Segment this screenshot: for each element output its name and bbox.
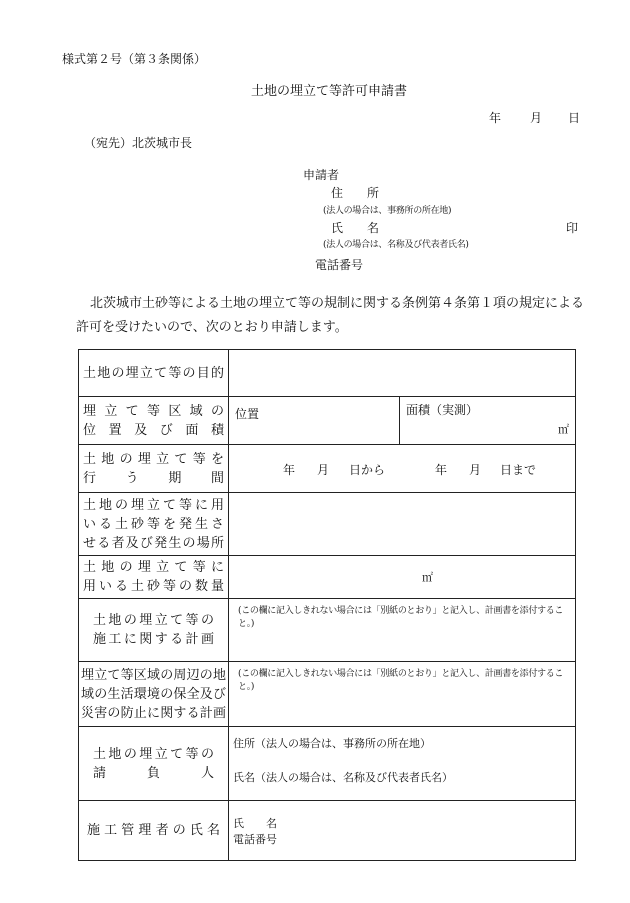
position-label: 位置: [235, 407, 260, 421]
row-source: [79, 493, 576, 556]
start-year: 年: [283, 463, 296, 477]
applicant-name-label: 氏 名: [331, 221, 380, 235]
start-month: 月: [317, 463, 330, 477]
period-field[interactable]: [229, 445, 576, 493]
area-field[interactable]: [400, 397, 575, 444]
quantity-unit: ㎡: [422, 571, 433, 584]
purpose-field[interactable]: [229, 350, 576, 397]
area-unit: ㎡: [558, 423, 569, 436]
end-year: 年: [435, 463, 448, 477]
end-day: 日まで: [500, 463, 537, 477]
applicant-address-label: 住 所: [331, 186, 380, 200]
applicant-phone-label: 電話番号: [315, 258, 364, 272]
manager-field[interactable]: [229, 801, 576, 861]
manager-name-label: 氏 名: [233, 817, 277, 830]
location-area-cell: [229, 397, 576, 445]
label-quantity: 土地の埋立て等に 用いる土砂等の数量: [79, 556, 229, 599]
row-plan: [79, 599, 576, 662]
addressee: （宛先）北茨城市長: [84, 136, 193, 150]
date-month-label: 月: [530, 111, 543, 125]
contractor-field[interactable]: [229, 727, 576, 801]
label-period: 土地の埋立て等を 行う期間: [79, 445, 229, 493]
label-location: 埋立て等区域の 位置及び面積: [79, 397, 229, 445]
request-text-line1: 北茨城市土砂等による土地の埋立て等の規制に関する条例第４条第１項の規定による: [90, 296, 585, 311]
start-day: 日から: [349, 463, 386, 477]
applicant-name-note: (法人の場合は、名称及び代表者氏名): [323, 240, 469, 250]
application-table: [78, 349, 576, 861]
form-number: 様式第２号（第３条関係）: [62, 52, 207, 66]
quantity-field[interactable]: [229, 556, 576, 599]
label-environment: 埋立て等区域の周辺の地 域の生活環境の保全及び 災害の防止に関する計画: [79, 662, 229, 727]
applicant-heading: 申請者: [303, 168, 340, 182]
date-day-label: 日: [568, 111, 581, 125]
end-month: 月: [469, 463, 482, 477]
row-period: [79, 445, 576, 493]
row-quantity: [79, 556, 576, 599]
source-field[interactable]: [229, 493, 576, 556]
seal-mark: 印: [566, 221, 579, 235]
label-purpose: 土地の埋立て等の目的: [79, 350, 229, 397]
contractor-name-label: 氏名（法人の場合は、名称及び代表者氏名）: [233, 771, 453, 784]
label-contractor: 土地の埋立て等の 請負人: [79, 727, 229, 801]
area-label: 面積（実測）: [406, 403, 479, 417]
environment-note: (この欄に記入しきれない場合には「別紙のとおり」と記入し、計画書を添付すること。): [238, 669, 564, 692]
row-purpose: [79, 350, 576, 397]
applicant-address-note: (法人の場合は、事務所の所在地): [323, 206, 452, 216]
row-location: [79, 397, 576, 445]
row-environment: [79, 662, 576, 727]
position-field[interactable]: [229, 397, 400, 444]
row-contractor: [79, 727, 576, 801]
row-manager: [79, 801, 576, 861]
label-manager: 施工管理者の氏名: [79, 801, 229, 861]
environment-field[interactable]: [229, 662, 576, 727]
plan-field[interactable]: [229, 599, 576, 662]
request-text-line2: 許可を受けたいので、次のとおり申請します。: [76, 320, 348, 335]
date-year-label: 年: [489, 111, 502, 125]
document-title: 土地の埋立て等許可申請書: [251, 84, 408, 99]
manager-phone-label: 電話番号: [233, 833, 277, 846]
label-plan: 土地の埋立て等の 施工に関する計画: [79, 599, 229, 662]
plan-note: (この欄に記入しきれない場合には「別紙のとおり」と記入し、計画書を添付すること。): [238, 606, 564, 629]
label-source: 土地の埋立て等に用 いる土砂等を発生さ せる者及び発生の場所: [79, 493, 229, 556]
contractor-address-label: 住所（法人の場合は、事務所の所在地）: [233, 737, 431, 750]
